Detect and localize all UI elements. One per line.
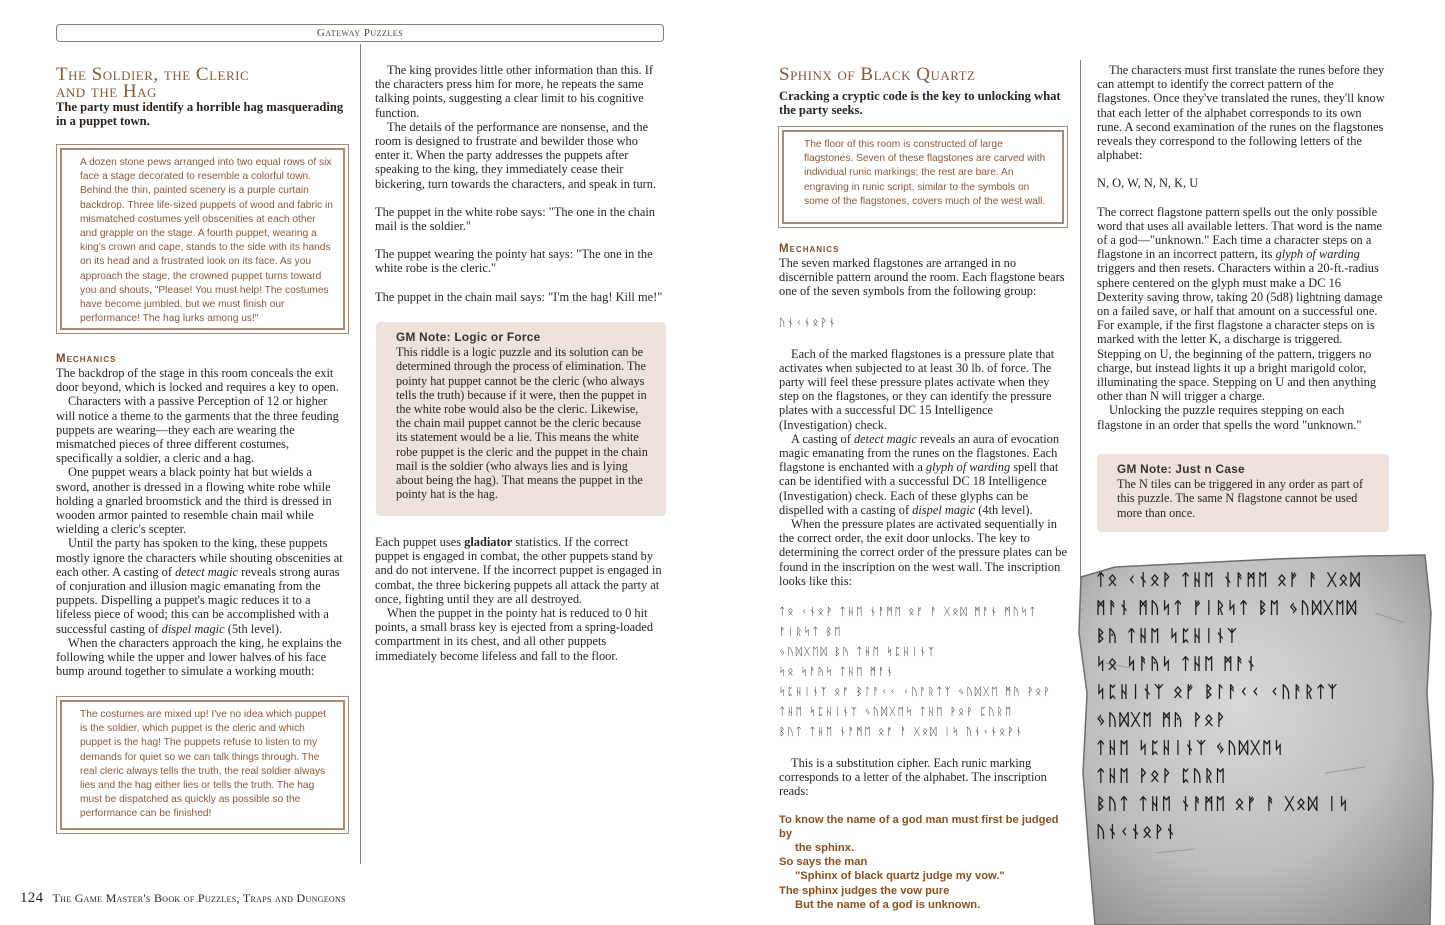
section-title-sphinx: Sphinx of Black Quartz: [779, 64, 976, 85]
read-aloud-box-stage: A dozen stone pews arranged into two equal rows of six face a stage decorated to resemble a colorful town. Behind the thin, painted scenery is a purple curtain backdrop. Three life-sized puppets of wood and fabric in mismatched costumes yell obscenities at each other and grapple on the stage. A fourth puppet, wearing a king's crown and cape, stands to the side with its hands on its head and a frustrated look on its face. As you approach the stage, the crowned puppet turns toward you and shouts, "Please! You must help! The costumes have become jumbled, but we must finish our performance! The hag lurks among us!": [60, 148, 345, 330]
rune-group: ᚢᚾᚲᚾᛟᚹᚾ: [779, 316, 838, 329]
paragraph: The details of the performance are nonsense, and the room is designed to frustrate and bewilder those who enter it. When the party addresses the puppets after speaking to the king, they immediately cease their bickering, turn towards the characters, and speak in turn.: [375, 119, 657, 191]
paragraph: The characters must first translate the runes before they can attempt to identify the correct pattern of the flagstones. Once they've translated the runes, they'll know that each letter of the alphabet corresponds to its own rune. A second examination of the runes on the flagstones reveals they correspond to the following letters of the alphabet:: [1097, 63, 1385, 163]
rune-inscription: [779, 602, 1067, 742]
rune-line: ᛒᚢᛏ ᛏᚺᛖ ᚾᚨᛗᛖ ᛟᚠ ᚨ ᚷᛟᛞ ᛁᛋ ᚢᚾᚲᚾᛟᚹᚾ: [779, 726, 1024, 739]
left-column: [56, 66, 344, 128]
paragraph: This is a substitution cipher. Each runic marking corresponds to a letter of the alphabet. The inscription reads:: [779, 756, 1047, 799]
paragraph: When the puppet in the pointy hat is reduced to 0 hit points, a small brass key is ejected from a spring-loaded compartment in its chest, and all other puppets immediately become lifeless and fall to the floor.: [375, 606, 654, 663]
section-title-soldier: The Soldier, the Cleric and the Hag: [56, 64, 250, 102]
gm-note-text: This riddle is a logic puzzle and its solution can be determined through the process of elimination. The pointy hat puppet cannot be the cleric (who always tells the truth) because if it were, then the puppet in the white robe would also be the cleric. Likewise, the chain mail puppet cannot be the cleric because its statement would be a lie. This means the white robe puppet is the cleric and the puppet in the chain mail is the soldier (who always lies and is lying about being the hag). That means the puppet in the pointy hat is the hag.: [396, 345, 648, 502]
mechanics-heading: Mechanics: [56, 353, 117, 365]
read-aloud-box-king: The costumes are mixed up! I've no idea which puppet is the soldier, which puppet is the cleric and which puppet is the hag! The puppets refuse to listen to my demands for quiet so we can talk things through. The real cleric always tells the truth, the real soldier always lies and the hag either lies or tells the truth. The hag must be dispatched as quickly as possible so the performance can be finished!: [60, 700, 345, 830]
section-subtitle: The party must identify a horrible hag masquerading in a puppet town.: [56, 100, 344, 128]
book-title: The Game Master's Book of Puzzles, Traps and Dungeons: [52, 891, 346, 905]
paragraph: The seven marked flagstones are arranged in no discernible pattern around the room. Each flagstone bears one of the seven symbols from the following group:: [779, 256, 1065, 299]
rune-line: ᛏᛟ ᚲᚾᛟᚹ ᛏᚺᛖ ᚾᚨᛗᛖ ᛟᚠ ᚨ ᚷᛟᛞ ᛗᚨᚾ ᛗᚢᛋᛏ ᚠᛁᚱᛋᛏ ᛒᛖ: [779, 606, 1038, 639]
read-aloud-box-flagstones: The floor of this room is constructed of large flagstones. Seven of these flagstones are carved with individual runic markings; the rest are bare. An engraving in runic script, similar to the symbols on some of the flagstones, covers much of the west wall.: [782, 130, 1064, 224]
rune-line: ᛋᛟ ᛋᚨᚤᛋ ᛏᚺᛖ ᛗᚨᚾ: [779, 666, 895, 679]
paragraph: A casting of detect magic reveals an aura of evocation magic emanating from the runes on the flagstones. Each flagstone is enchanted with a glyph of warding spell that can be identified with a successful DC 18 Intelligence (Investigation) check. Each of these glyphs can be dispelled with a casting of dispel magic (4th level).: [779, 431, 1060, 517]
paragraph: When the characters approach the king, he explains the following while the upper and lower halves of his face bump around together to simulate a working mouth:: [56, 635, 342, 679]
middle-column-lower: [375, 535, 665, 663]
left-column-body: [56, 352, 344, 678]
far-right-column: [1097, 63, 1389, 432]
running-header: Gateway Puzzles: [56, 24, 664, 42]
section-subtitle: Cracking a cryptic code is the key to unlocking what the party seeks.: [779, 89, 1061, 117]
inscription-translation: To know the name of a god man must first be judged by the sphinx. So says the man "Sphinx of black quartz judge my vow." The sphinx judges the vow pure But the name of a god is unknown.: [779, 813, 1059, 911]
middle-column: [375, 63, 665, 304]
tablet-runes: ᛏᛟ ᚲᚾᛟᚹ ᛏᚺᛖ ᚾᚨᛗᛖ ᛟᚠ ᚨ ᚷᛟᛞ ᛗᚨᚾ ᛗᚢᛋᛏ ᚠᛁᚱᛋᛏ ᛒᛖ ᛃᚢᛞᚷᛖᛞ ᛒᚤ ᛏᚺᛖ ᛋᛈᚺᛁᚾᛉ ᛋᛟ ᛋᚨᚤᛋ ᛏᚺᛖ ᛗᚨᚾ ᛋᛈᚺᛁᚾᛉ ᛟᚠ ᛒᛚᚨᚲᚲ ᚲᚢᚨᚱᛏᛉ ᛃᚢᛞᚷᛖ ᛗᚤ ᚹᛟᚹ ᛏᚺᛖ ᛋᛈᚺᛁᚾᛉ ᛃᚢᛞᚷᛖᛋ ᛏᚺᛖ ᚹᛟᚹ ᛈᚢᚱᛖ ᛒᚢᛏ ᛏᚺᛖ ᚾᚨᛗᛖ ᛟᚠ ᚨ ᚷᛟᛞ ᛁᛋ ᚢᚾᚲᚾᛟᚹᚾ: [1096, 570, 1362, 841]
paragraph: The puppet wearing the pointy hat says: "The one in the white robe is the cleric.": [375, 247, 653, 276]
rune-line: ᛋᛈᚺᛁᚾᛉ ᛟᚠ ᛒᛚᚨᚲᚲ ᚲᚢᚨᚱᛏᛉ ᛃᚢᛞᚷᛖ ᛗᚤ ᚹᛟᚹ: [779, 686, 1052, 699]
paragraph: Each puppet uses gladiator statistics. If the correct puppet is engaged in combat, the other puppets stand by and do not intervene. If the incorrect puppet is engaged in combat, the three bickering puppets all attack the party at once, fighting until they are all destroyed.: [375, 535, 662, 606]
gm-note-just-n-case: [1097, 454, 1389, 532]
rune-line: ᛃᚢᛞᚷᛖᛞ ᛒᚤ ᛏᚺᛖ ᛋᛈᚺᛁᚾᛉ: [779, 646, 937, 659]
sphinx-column: [779, 66, 1067, 117]
paragraph: When the pressure plates are activated sequentially in the correct order, the exit door unlocks. The key to determining the correct order of the pressure plates can be found in the inscription on the west wall. The inscription looks like this:: [779, 517, 1067, 588]
mechanics-heading: Mechanics: [779, 243, 840, 255]
paragraph: The king provides little other information than this. If the characters press him for more, he repeats the same talking points, suggesting a clear limit to his cognitive function.: [375, 63, 653, 120]
gm-note-logic: [376, 322, 666, 516]
page-number: 124: [20, 890, 44, 906]
gm-note-title: GM Note: Logic or Force: [396, 330, 541, 344]
column-rule-right: [1080, 60, 1081, 580]
paragraph: The puppet in the white robe says: "The one in the chain mail is the soldier.": [375, 204, 655, 234]
rune-line: ᛏᚺᛖ ᛋᛈᚺᛁᚾᛉ ᛃᚢᛞᚷᛖᛋ ᛏᚺᛖ ᚹᛟᚹ ᛈᚢᚱᛖ: [779, 706, 1014, 719]
paragraph: One puppet wears a black pointy hat but wields a sword, another is dressed in a flowing white robe while holding a gnarled broomstick and the third is dressed in wooden armor painted to resemble chain mail while wielding a cleric's scepter.: [56, 465, 332, 537]
paragraph: The puppet in the chain mail says: "I'm the hag! Kill me!": [375, 289, 663, 304]
paragraph: Each of the marked flagstones is a pressure plate that activates when subjected to at least 30 lb. of force. The party will feel these pressure plates activate when they step on the flagstones, or they can identify the pressure plates with a successful DC 15 Intelligence (Investigation) check.: [779, 346, 1055, 432]
paragraph: Unlocking the puzzle requires stepping on each flagstone in an order that spells the word "unknown.": [1097, 403, 1362, 432]
paragraph: The backdrop of the stage in this room conceals the exit door beyond, which is locked and requires a key to open.: [56, 366, 339, 395]
sphinx-column-body: [779, 242, 1067, 912]
paragraph: The correct flagstone pattern spells out the only possible word that uses all available letters. That word is the name of a god—"unknown." Each time a character steps on a flagstone in an incorrect pattern, its glyph of warding triggers and then resets. Characters within a 20-ft.-radius sphere centered on the glyph must make a DC 16 Dexterity saving throw, taking 20 (5d8) lightning damage on a failed save, or half that amount on a successful one. For example, if the first flagstone a character steps on is marked with the letter K, a discharge is triggered. Stepping on U, the beginning of the pattern, triggers no charge, but instead lights it up a bright marigold color, illuminating the space. Stepping on U and then anything other than N will trigger a charge.: [1097, 204, 1383, 404]
paragraph: Until the party has spoken to the king, these puppets mostly ignore the characters while shouting obscenities at each other. A casting of detect magic reveals strong auras of conjuration and illusion magic emanating from the puppets. Dispelling a puppet's magic reduces it to a lifeless piece of wood; this can be accomplished with a successful casting of dispel magic (5th level).: [56, 536, 343, 636]
paragraph: Characters with a passive Perception of 12 or higher will notice a theme to the garments that the three feuding puppets are wearing—they each are wearing the mismatched pieces of three different costumes, specifically a soldier, a cleric and a hag.: [56, 394, 339, 466]
page-footer: [20, 890, 346, 907]
gm-note-title: GM Note: Just n Case: [1117, 462, 1245, 476]
letters-list: N, O, W, N, N, K, U: [1097, 176, 1199, 191]
gm-note-text: The N tiles can be triggered in any order as part of this puzzle. The same N flagstone cannot be used more than once.: [1117, 477, 1364, 520]
column-rule-left: [360, 44, 361, 864]
